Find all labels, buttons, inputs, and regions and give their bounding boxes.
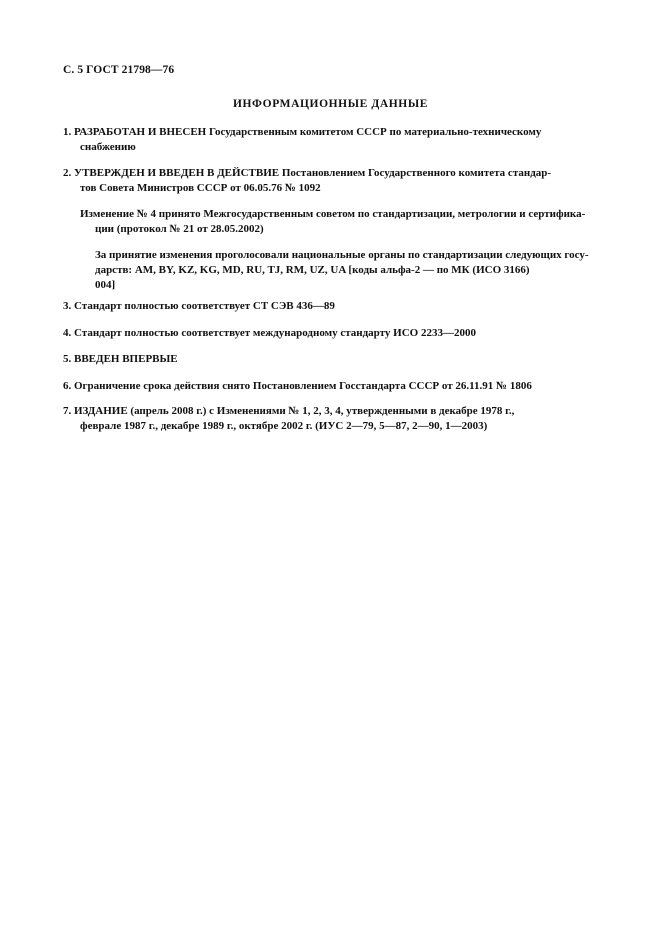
voting-note-line3: 004] (95, 279, 116, 291)
page-header: С. 5 ГОСТ 21798—76 (63, 64, 175, 76)
info-item-1-line1: 1. РАЗРАБОТАН И ВНЕСЕН Государственным комитетом СССР по материально-техническому (63, 126, 542, 138)
info-item-2-line1: 2. УТВЕРЖДЕН И ВВЕДЕН В ДЕЙСТВИЕ Постановлением Государственного комитета стандар- (63, 167, 552, 179)
info-item-6 (63, 379, 603, 394)
info-item-2-line2: тов Совета Министров СССР от 06.05.76 № 1092 (80, 182, 321, 194)
info-item-1-line2: снабжению (80, 141, 136, 153)
info-item-5 (63, 352, 603, 367)
info-item-7-line1: 7. ИЗДАНИЕ (апрель 2008 г.) с Изменениями № 1, 2, 3, 4, утвержденными в декабре 1978 г., (63, 405, 515, 417)
info-item-7 (63, 404, 603, 434)
info-item-7-line2: феврале 1987 г., декабре 1989 г., октябре 2002 г. (ИУС 2—79, 5—87, 2—90, 1—2003) (80, 420, 488, 432)
amendment-note-line2: ции (протокол № 21 от 28.05.2002) (95, 223, 264, 235)
info-item-4 (63, 326, 603, 341)
info-item-1 (63, 125, 603, 155)
info-item-3 (63, 299, 603, 314)
amendment-note-line1: Изменение № 4 принято Межгосударственным советом по стандартизации, метрологии и сертифика- (80, 208, 586, 220)
amendment-note (80, 207, 603, 237)
voting-note (95, 248, 603, 293)
info-item-3-line1: 3. Стандарт полностью соответствует СТ СЭВ 436—89 (63, 300, 335, 312)
voting-note-line2: дарств: AM, BY, KZ, KG, MD, RU, TJ, RM, UZ, UA [коды альфа-2 — по МК (ИСО 3166) (95, 264, 530, 276)
info-item-2 (63, 166, 603, 196)
info-item-6-line1: 6. Ограничение срока действия снято Постановлением Госстандарта СССР от 26.11.91 № 1806 (63, 380, 532, 392)
info-item-5-line1: 5. ВВЕДЕН ВПЕРВЫЕ (63, 353, 178, 365)
info-item-4-line1: 4. Стандарт полностью соответствует международному стандарту ИСО 2233—2000 (63, 327, 476, 339)
section-title: ИНФОРМАЦИОННЫЕ ДАННЫЕ (232, 98, 429, 110)
voting-note-line1: За принятие изменения проголосовали национальные органы по стандартизации следующих госу- (95, 249, 589, 261)
